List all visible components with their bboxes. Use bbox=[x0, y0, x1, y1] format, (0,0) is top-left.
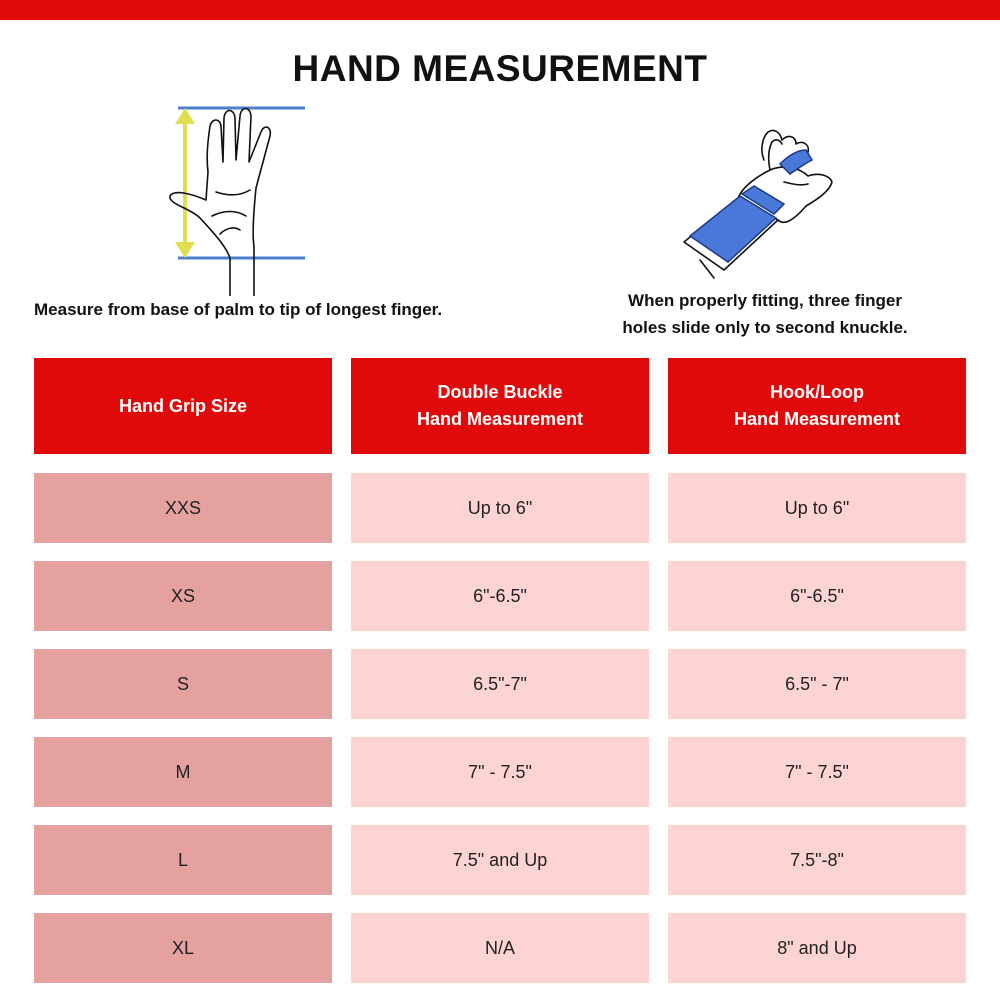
measure-instruction: Measure from base of palm to tip of longest finger. bbox=[34, 300, 443, 319]
column-header-double-buckle: Double Buckle Hand Measurement bbox=[351, 358, 649, 454]
size-cell: XXS bbox=[34, 473, 332, 543]
double-buckle-cell: 7" - 7.5" bbox=[351, 737, 649, 807]
hook-loop-cell: 6"-6.5" bbox=[668, 561, 966, 631]
hook-loop-cell: 6.5" - 7" bbox=[668, 649, 966, 719]
fit-instruction-line: holes slide only to second knuckle. bbox=[622, 318, 908, 337]
size-cell: L bbox=[34, 825, 332, 895]
double-buckle-cell: Up to 6" bbox=[351, 473, 649, 543]
hook-loop-cell: 8" and Up bbox=[668, 913, 966, 983]
column-header-grip-size: Hand Grip Size bbox=[34, 358, 332, 454]
double-buckle-cell: 7.5" and Up bbox=[351, 825, 649, 895]
double-buckle-cell: N/A bbox=[351, 913, 649, 983]
hook-loop-cell: Up to 6" bbox=[668, 473, 966, 543]
hook-loop-cell: 7" - 7.5" bbox=[668, 737, 966, 807]
size-cell: XS bbox=[34, 561, 332, 631]
double-buckle-cell: 6"-6.5" bbox=[351, 561, 649, 631]
fit-instruction-line: When properly fitting, three finger bbox=[628, 291, 902, 310]
size-cell: M bbox=[34, 737, 332, 807]
column-header-hook-loop: Hook/Loop Hand Measurement bbox=[668, 358, 966, 454]
size-cell: XL bbox=[34, 913, 332, 983]
double-buckle-cell: 6.5"-7" bbox=[351, 649, 649, 719]
hook-loop-cell: 7.5"-8" bbox=[668, 825, 966, 895]
page-title: HAND MEASUREMENT bbox=[292, 48, 708, 89]
size-cell: S bbox=[34, 649, 332, 719]
